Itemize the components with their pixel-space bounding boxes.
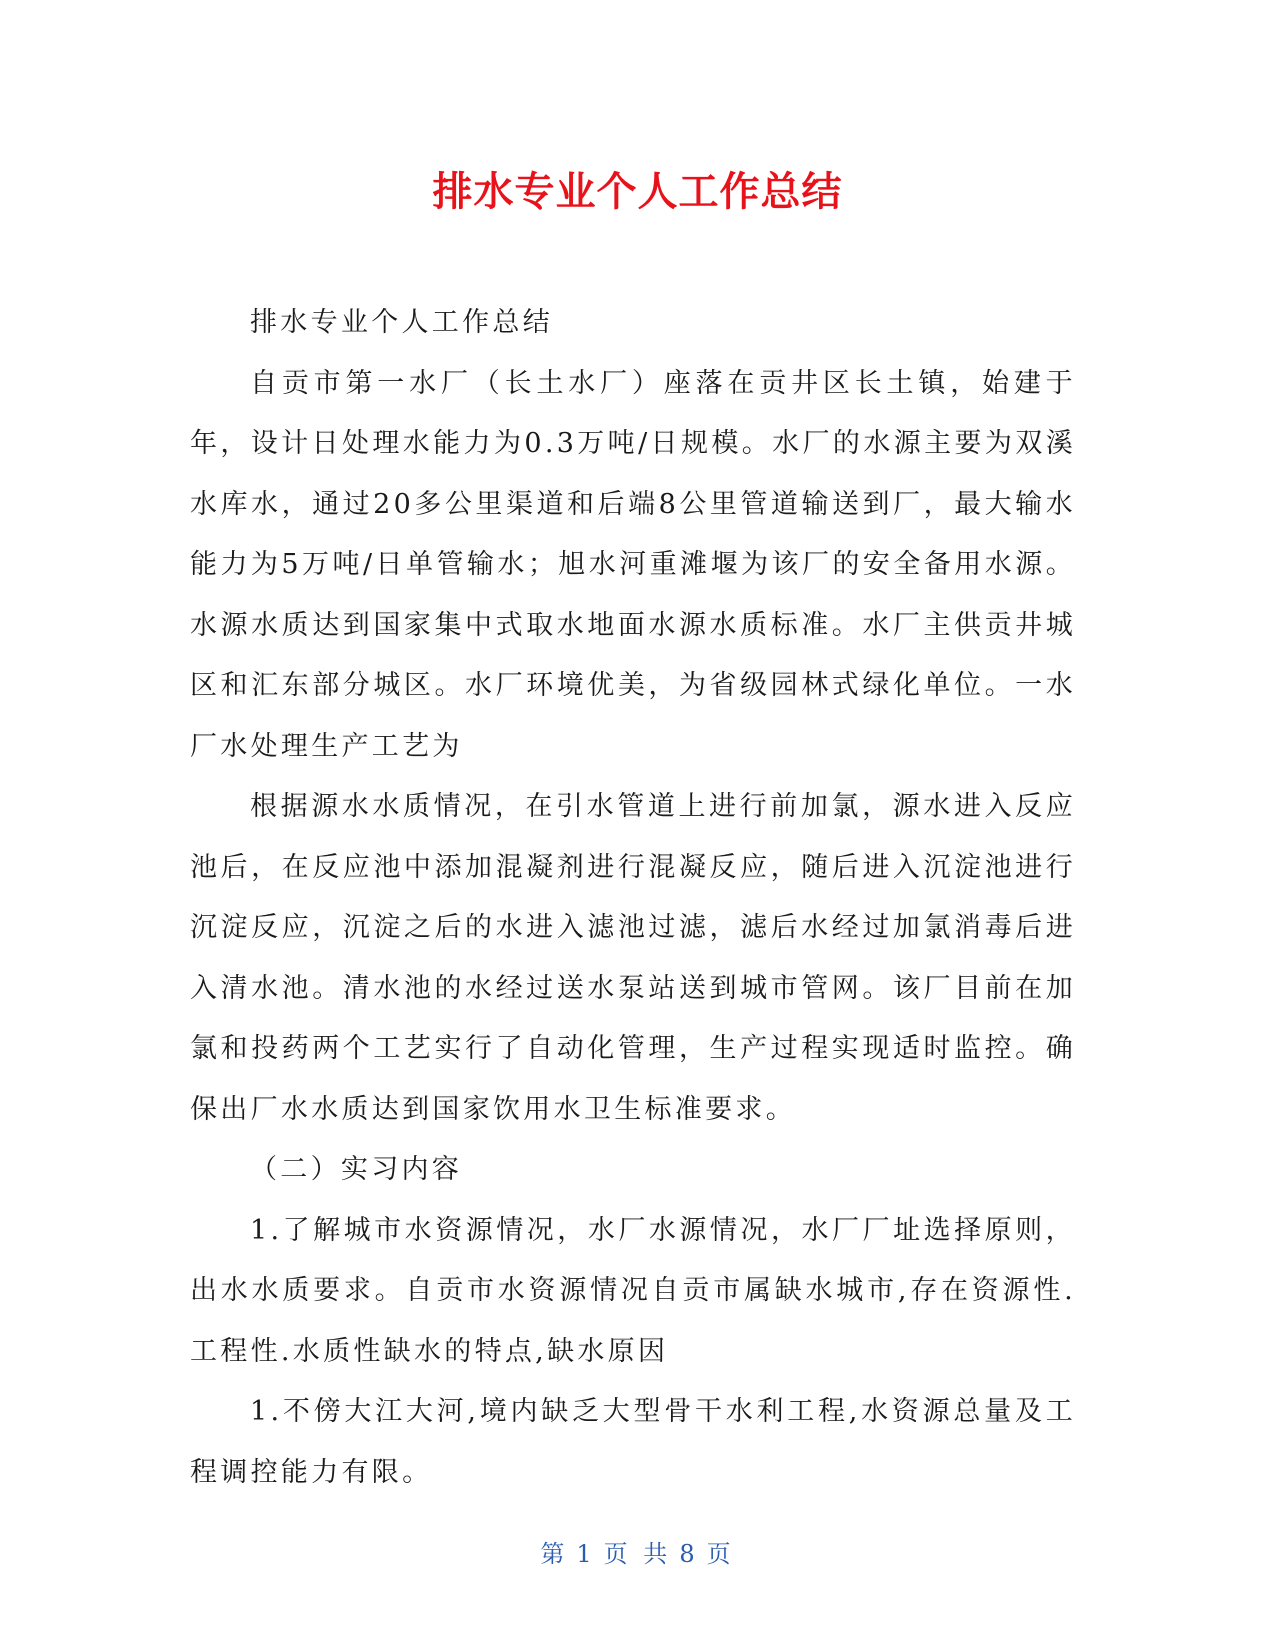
footer-current-page: 1 bbox=[576, 1540, 596, 1568]
paragraph-shortage-reason: 1.不傍大江大河,境内缺乏大型骨干水利工程,水资源总量及工程调控能力有限。 bbox=[190, 1396, 1076, 1488]
footer-total-pages: 8 bbox=[679, 1540, 699, 1568]
paragraph-process: 根据源水水质情况，在引水管道上进行前加氯，源水进入反应池后，在反应池中添加混凝剂进行混凝反应，随后进入沉淀池进行沉淀反应，沉淀之后的水进入滤池过滤，滤后水经过加氯消毒后进入清水池。清水池的水经过送水泵站送到城市管网。该厂目前在加氯和投药两个工艺实行了自动化管理，生产过程实现适时监控。确保出厂水水质达到国家饮用水卫生标准要求。 bbox=[190, 791, 1076, 1125]
document-title: 排水专业个人工作总结 bbox=[432, 169, 843, 215]
paragraph-water-resources: 1.了解城市水资源情况，水厂水源情况，水厂厂址选择原则，出水水质要求。自贡市水资源情况自贡市属缺水城市,存在资源性.工程性.水质性缺水的特点,缺水原因 bbox=[190, 1214, 1076, 1367]
section-heading-internship-content: （二）实习内容 bbox=[250, 1154, 463, 1185]
paragraph-plant-overview: 自贡市第一水厂（长土水厂）座落在贡井区长土镇，始建于年，设计日处理水能力为0.3万吨/日规模。水厂的水源主要为双溪水库水，通过20多公里渠道和后端8公里管道输送到厂，最大输水能力为5万吨/日单管输水；旭水河重滩堰为该厂的安全备用水源。水源水质达到国家集中式取水地面水源水质标准。水厂主供贡井城区和汇东部分城区。水厂环境优美，为省级园林式绿化单位。一水厂水处理生产工艺为 bbox=[190, 367, 1076, 762]
paragraph-subtitle: 排水专业个人工作总结 bbox=[250, 307, 553, 338]
footer-suffix: 页 bbox=[706, 1540, 735, 1568]
document-body bbox=[190, 293, 1076, 1503]
footer-middle: 页 共 bbox=[603, 1540, 672, 1568]
footer-prefix: 第 bbox=[540, 1540, 569, 1568]
page-footer bbox=[0, 1534, 1275, 1569]
